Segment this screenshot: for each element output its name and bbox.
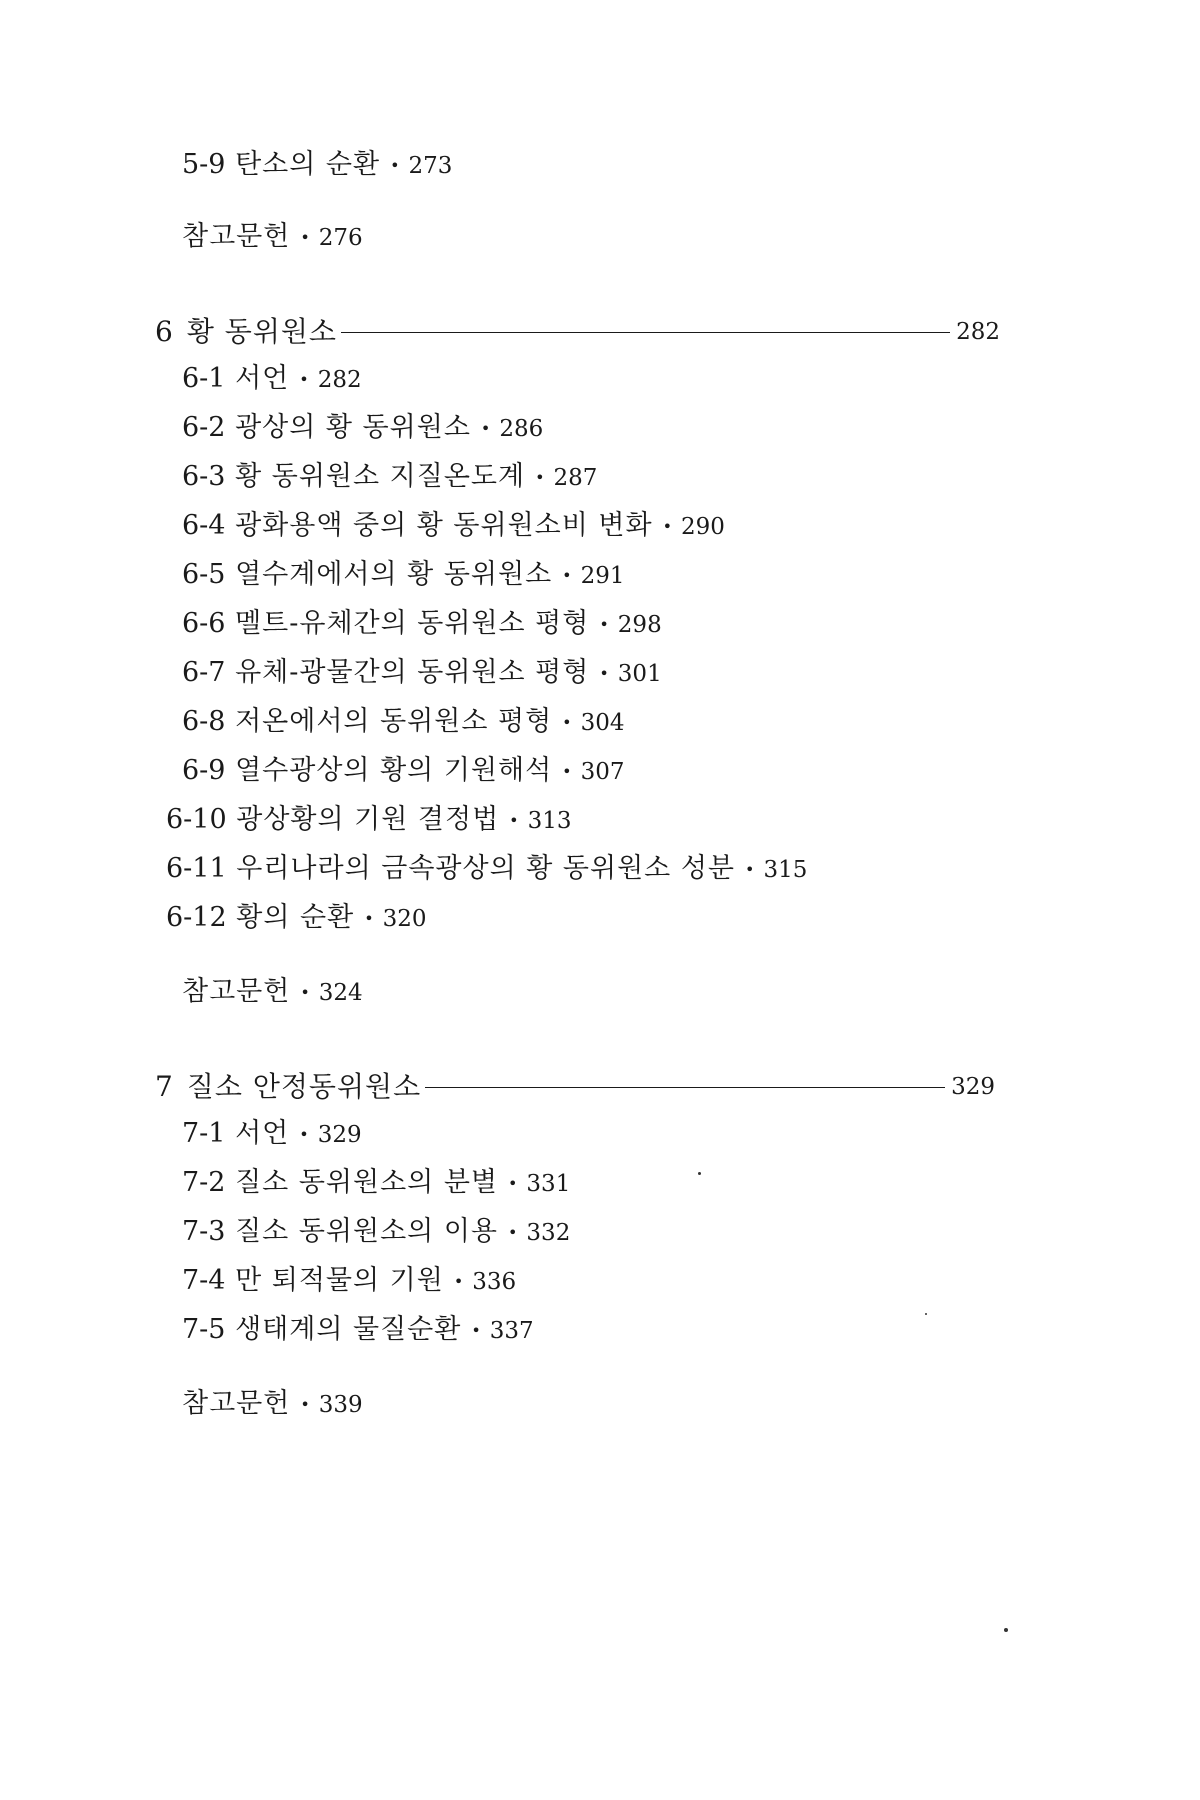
chapter-heading: [155, 1070, 995, 1104]
section-title: 질소 동위원소의 분별: [235, 1167, 498, 1198]
page-number: 276: [318, 225, 363, 251]
section-title: 황의 순환: [236, 902, 355, 933]
page-number: 286: [499, 416, 544, 442]
toc-entry: [182, 411, 543, 446]
section-title: 질소 동위원소의 이용: [235, 1216, 498, 1247]
toc-references: [182, 220, 363, 255]
toc-entry: [182, 754, 625, 789]
section-title: 생태계의 물질순환: [235, 1314, 462, 1345]
page-number: 331: [526, 1171, 571, 1197]
page-number: 320: [382, 906, 427, 932]
toc-entry: [182, 148, 452, 183]
separator-dot: •: [480, 418, 492, 438]
toc-references: [182, 1387, 363, 1422]
toc-entry: [182, 1166, 570, 1201]
section-title: 저온에서의 동위원소 평형: [235, 706, 553, 737]
separator-dot: •: [300, 227, 311, 247]
separator-dot: •: [300, 1394, 311, 1414]
separator-dot: •: [299, 369, 310, 389]
leader-rule: [425, 1087, 945, 1088]
page-number: 336: [472, 1269, 517, 1295]
toc-entry: [166, 803, 572, 838]
section-title: 탄소의 순환: [235, 149, 381, 180]
section-number: 6-2: [182, 412, 226, 443]
separator-dot: •: [471, 1320, 482, 1340]
scan-speck: [698, 1172, 701, 1175]
toc-entry: [182, 558, 625, 593]
section-number: 6-6: [182, 608, 226, 639]
page-number: 329: [317, 1122, 362, 1148]
page-number: 301: [617, 661, 662, 687]
chapter-number: 7: [155, 1070, 173, 1103]
section-title: 광화용액 중의 황 동위원소비 변화: [235, 510, 653, 541]
separator-dot: •: [300, 982, 311, 1002]
references-title: 참고문헌: [182, 1388, 291, 1419]
toc-entry: [182, 607, 662, 642]
section-number: 5-9: [182, 149, 226, 180]
section-number: 6-8: [182, 706, 226, 737]
section-number: 6-4: [182, 510, 226, 541]
page-number: 324: [318, 980, 363, 1006]
toc-entry: [182, 1264, 516, 1299]
section-title: 광상의 황 동위원소: [235, 412, 471, 443]
chapter-heading: [155, 315, 1000, 349]
separator-dot: •: [745, 859, 756, 879]
page-number: 313: [527, 808, 572, 834]
toc-entry: [182, 1215, 570, 1250]
toc-entry: [182, 656, 662, 691]
section-number: 6-5: [182, 559, 226, 590]
toc-entry: [182, 460, 597, 495]
page-number: 282: [317, 367, 362, 393]
section-title: 유체-광물간의 동위원소 평형: [235, 657, 590, 688]
page-number: 332: [526, 1220, 571, 1246]
section-number: 6-1: [182, 363, 226, 394]
separator-dot: •: [507, 1173, 519, 1193]
toc-entry: [166, 901, 427, 936]
page-number: 315: [763, 857, 808, 883]
section-number: 6-3: [182, 461, 226, 492]
toc-entry: [182, 509, 725, 544]
section-title: 황 동위원소 지질온도계: [235, 461, 526, 492]
page-number: 307: [580, 759, 625, 785]
section-number: 6-7: [182, 657, 226, 688]
section-number: 7-1: [182, 1118, 226, 1149]
separator-dot: •: [507, 1222, 519, 1242]
chapter-title: 질소 안정동위원소: [186, 1070, 422, 1103]
separator-dot: •: [299, 1124, 310, 1144]
page-number: 291: [580, 563, 625, 589]
section-number: 7-5: [182, 1314, 226, 1345]
chapter-title: 황 동위원소: [186, 315, 337, 348]
toc-entry: [182, 1313, 534, 1348]
toc-entry: [166, 852, 807, 887]
section-number: 7-2: [182, 1167, 226, 1198]
section-title: 열수계에서의 황 동위원소: [235, 559, 553, 590]
section-number: 6-10: [166, 804, 227, 835]
page-number: 337: [489, 1318, 534, 1344]
separator-dot: •: [390, 155, 401, 175]
section-title: 우리나라의 금속광상의 황 동위원소 성분: [236, 853, 735, 884]
references-title: 참고문헌: [182, 221, 291, 252]
page-number: 290: [681, 514, 725, 540]
scan-speck: [1004, 1628, 1008, 1632]
section-title: 광상황의 기원 결정법: [236, 804, 500, 835]
toc-entry: [182, 1117, 362, 1152]
page-number: 298: [617, 612, 662, 638]
page-number: 304: [580, 710, 625, 736]
separator-dot: •: [562, 761, 573, 781]
separator-dot: •: [562, 565, 573, 585]
scan-speck: [925, 1313, 927, 1315]
toc-references: [182, 975, 363, 1010]
section-title: 만 퇴적물의 기원: [235, 1265, 444, 1296]
page-number: 339: [318, 1392, 363, 1418]
references-title: 참고문헌: [182, 976, 291, 1007]
separator-dot: •: [453, 1271, 465, 1291]
separator-dot: •: [364, 908, 375, 928]
section-number: 7-4: [182, 1265, 226, 1296]
section-number: 6-11: [166, 853, 227, 884]
section-title: 서언: [235, 1118, 290, 1149]
section-title: 열수광상의 황의 기원해석: [235, 755, 553, 786]
separator-dot: •: [562, 712, 573, 732]
section-title: 서언: [235, 363, 290, 394]
separator-dot: •: [599, 663, 610, 683]
section-number: 7-3: [182, 1216, 226, 1247]
chapter-number: 6: [155, 315, 173, 348]
section-number: 6-12: [166, 902, 227, 933]
chapter-page-number: 329: [951, 1074, 995, 1100]
toc-entry: [182, 705, 625, 740]
section-title: 멜트-유체간의 동위원소 평형: [235, 608, 590, 639]
separator-dot: •: [599, 614, 610, 634]
toc-entry: [182, 362, 362, 397]
page-number: 273: [408, 153, 453, 179]
separator-dot: •: [535, 467, 546, 487]
page-number: 287: [553, 465, 598, 491]
separator-dot: •: [509, 810, 520, 830]
section-number: 6-9: [182, 755, 226, 786]
leader-rule: [341, 332, 950, 333]
chapter-page-number: 282: [956, 319, 1000, 345]
separator-dot: •: [662, 516, 673, 536]
